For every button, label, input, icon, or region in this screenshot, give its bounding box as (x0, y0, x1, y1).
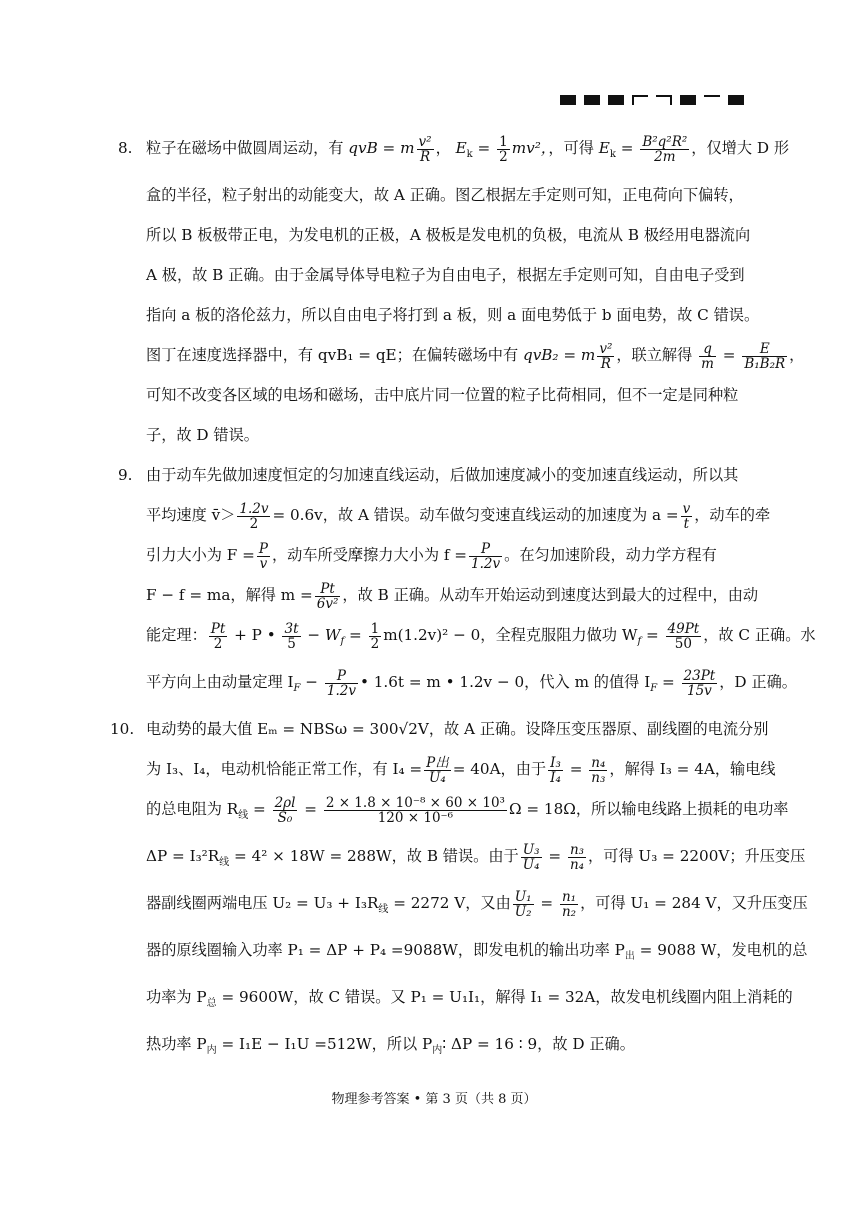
fraction (315, 582, 341, 611)
text: 图丁在速度选择器中，有 qvB₁ = qE；在偏转磁场中有 (146, 346, 523, 365)
numerator: U₃ (522, 841, 540, 858)
text: + P • (234, 626, 276, 645)
denominator: I₄ (550, 769, 561, 786)
denominator: B₁B₂R (744, 355, 786, 372)
text: ，故 C 正确。水 (703, 626, 816, 645)
fraction (497, 135, 510, 164)
answer-10-line-5: 器副线圈两端电压 $U_2 = U_3 + I_3R_线 = 2272$ V，又由 $\frac{\text{U₁}}{\text{U₂}}$ = $\frac{\text{n₁}}{\text{n₂}}$ ，可得 U₁ = 284 V，又升压变压 (146, 888, 808, 920)
answer-9-line-2 (118, 495, 771, 535)
fraction (282, 622, 300, 651)
text: ，故 B 正确。从动车开始运动到速度达到最大的过程中，由动 (342, 586, 759, 605)
answer-10-line-1 (110, 709, 769, 749)
answer-8-line-2: 盒的半径，粒子射出的动能变大，故 A 正确。图乙根据左手定则可知，正电荷向下偏转， (146, 186, 744, 205)
text: 为 I₃、I₄，电动机恰能正常工作，有 I₄ = (146, 760, 423, 779)
denominator: 120 × 10⁻⁶ (377, 809, 454, 826)
formula: qvB = m (348, 139, 415, 157)
numerator: n₄ (591, 754, 606, 771)
text: ，动车的牵 (694, 506, 771, 525)
denominator: R (419, 148, 431, 165)
denominator: 50 (674, 635, 692, 652)
answer-9 (118, 455, 816, 709)
subscript: 总 (206, 998, 217, 1010)
text: ，仅增大 D 形 (691, 139, 790, 157)
mark-corner-left (632, 95, 648, 105)
text: ，可得 U₁ = 284 V，又升压变压 (580, 894, 808, 913)
denominator: 5 (287, 635, 296, 652)
text: 引力大小为 F = (146, 546, 255, 565)
numerator: v² (418, 133, 432, 150)
text: ，可得 U₃ = 2200V；升压变压 (588, 847, 806, 866)
numerator: 2ρl (274, 794, 296, 811)
text: ，动车所受摩擦力大小为 f = (271, 546, 468, 565)
denominator: n₂ (561, 903, 577, 920)
mark-corner-right (656, 95, 672, 105)
subscript: k (466, 149, 473, 161)
fraction (257, 542, 270, 571)
fraction (742, 342, 787, 371)
text: 粒子在磁场中做圆周运动，有 (146, 139, 349, 157)
text: = (645, 626, 659, 645)
subscript: 线 (219, 857, 230, 869)
denominator: 2 (213, 635, 223, 652)
formula: E (455, 139, 467, 157)
mark-dash (704, 95, 720, 105)
subscript: 内 (432, 1045, 443, 1057)
answer-8-line-5: 指向 a 板的洛伦兹力，所以自由电子将打到 a 板，则 a 面电势低于 b 面电势，故 C 错误。 (146, 306, 760, 325)
denominator: R (600, 355, 611, 372)
denominator: 6v² (316, 595, 339, 612)
answer-8-line-7: 可知不改变各区域的电场和磁场，击中底片同一位置的粒子比荷相同，但不一定是同种粒 (146, 386, 739, 405)
text: 。在匀加速阶段，动力学方程有 (504, 546, 717, 565)
numerator: n₁ (561, 888, 577, 905)
answer-8-line-1: 8. 粒子在磁场中做圆周运动，有 qvB = m $\frac{\text{v²}}{R}$ ， $E_k$ = $\frac{1}{2}$ mv²，，可得 $E_k$ = $\frac{\text{B²q²R²}}{2m}$ ，仅增大 D 形 (118, 128, 748, 175)
answer-8 (118, 128, 805, 455)
answer-10-line-4: $\Delta P = I_3^2R_线 = 4^2 \times 18W = 288W$，故 B 错误。由于 $\frac{\text{U₃}}{\text{U₄}}$ = $\frac{\text{n₃}}{\text{n₄}}$ ，可得 U₃ = 2200V；升压变压 (146, 841, 806, 873)
mark-block (728, 95, 744, 105)
numerator: Pt (315, 582, 341, 597)
answer-9-line-5 (118, 615, 816, 662)
subscript: 出 (624, 951, 635, 963)
numerator: 1.2v (239, 500, 269, 517)
numerator: 3t (284, 620, 299, 637)
numerator: U₁ (514, 888, 532, 905)
numerator: q (699, 342, 716, 357)
subscript: k (609, 149, 616, 161)
denominator: U₄ (429, 769, 446, 786)
fraction (666, 622, 702, 651)
numerator: 23Pt (683, 667, 716, 684)
fraction (469, 542, 502, 571)
numerator: v (682, 500, 691, 517)
answer-10 (110, 709, 808, 1071)
fraction (513, 890, 534, 919)
text: m(1.2v)² − 0，全程克服阻力做功 W (383, 626, 638, 645)
denominator: 2 (370, 635, 380, 652)
fraction (209, 622, 228, 651)
answer-9-line-3 (118, 535, 748, 575)
numerator: 49Pt (667, 620, 700, 637)
answer-8-line-6: 图丁在速度选择器中，有 qvB₁ = qE；在偏转磁场中有 qvB₂ = m $\frac{\text{v²}}{R}$ ，联立解得 $\frac{q}{m}$ = $\frac{E}{\text{B₁B₂R}}$ ， (146, 340, 805, 372)
fraction (597, 342, 614, 371)
answer-10-line-3: 的总电阻为 $R_线$ = $\frac{2\rho l}{\text{S₀}}$ = $\frac{\text{2 × 1.8 × 10⁻⁸ × 60 × 10³}}{\text{120 × 10⁻⁶}}$ Ω = 18Ω，所以输电线路上损耗的电功率 (146, 794, 789, 826)
text: − W (307, 626, 341, 645)
text: F − f = ma，解得 m = (146, 586, 313, 605)
answer-content (110, 128, 816, 1071)
text: = 9600W，故 C 错误。又 P₁ = U₁I₁，解得 I₁ = 32A，故发电机线圈内阻上消耗的 (221, 988, 793, 1007)
text: 平方向上由动量定理 I (146, 673, 294, 692)
numerator: 1 (370, 620, 380, 637)
text: ∶ ΔP = 16 ∶ 9，故 D 正确。 (442, 1035, 635, 1054)
text: • 1.6t = m • 1.2v − 0，代入 m 的值得 I (359, 673, 651, 692)
numerator: v² (599, 340, 613, 357)
numerator: P (469, 542, 502, 557)
numerator: Pt (210, 620, 226, 637)
fraction (369, 622, 382, 651)
formula: mv²， (511, 139, 549, 157)
denominator: n₄ (569, 856, 585, 873)
answer-9-line-1 (118, 455, 748, 495)
numerator: P (258, 540, 268, 557)
text: ΔP = I₃²R (146, 847, 220, 866)
denominator: 1.2v (471, 555, 501, 572)
text: 电动势的最大值 Eₘ = NBSω = 300√2V，故 A 正确。设降压变压器原、副线圈的电流分别 (146, 720, 769, 739)
subscript: 线 (378, 904, 389, 916)
answer-8-line-4: A 极，故 B 正确。由于金属导体导电粒子为自由电子，根据左手定则可知，自由电子受到 (146, 266, 745, 285)
answer-8-line-3: 所以 B 板极带正电，为发电机的正极，A 极板是发电机的负极，电流从 B 极经用电器流向 (146, 226, 751, 245)
numerator: B²q²R² (642, 133, 688, 150)
fraction (560, 890, 578, 919)
denominator: 15v (686, 682, 712, 699)
mark-block (680, 95, 696, 105)
text: − (305, 673, 319, 692)
text: = 2272 V，又由 (393, 894, 511, 913)
fraction (699, 342, 716, 371)
mark-block (560, 95, 576, 105)
denominator: 2 (249, 515, 259, 532)
answer-10-line-7 (118, 977, 793, 1024)
numerator: P出 (426, 754, 449, 771)
text: 能定理： (146, 626, 207, 645)
numerator: E (742, 342, 787, 357)
text: = 0.6v，故 A 错误。动车做匀变速直线运动的加速度为 a = (272, 506, 679, 525)
fraction (273, 796, 298, 825)
text: = I₁E − I₁U =512W，所以 P (221, 1035, 433, 1054)
header-marks (560, 95, 744, 105)
answer-10-line-6 (118, 930, 808, 977)
fraction (548, 756, 563, 785)
answer-10-line-2: 为 I₃、I₄，电动机恰能正常工作，有 I₄ = $\frac{\text{P出}}{\text{U₄}}$ = 40A，由于 $\frac{\text{I₃}}{\text{I₄}}$ = $\frac{\text{n₄}}{\text{n₃}}$ ，解得 I₃ = 4A，输电线 (146, 754, 776, 786)
answer-10-line-8 (118, 1024, 748, 1071)
numerator: I₃ (550, 754, 561, 771)
subscript: F (293, 683, 301, 695)
mark-block (584, 95, 600, 105)
denominator: 2 (499, 148, 508, 165)
text: ，D 正确。 (719, 673, 797, 692)
fraction (424, 756, 451, 785)
fraction (640, 135, 689, 164)
text: ，联立解得 (616, 346, 698, 365)
text: 器的原线圈输入功率 P₁ = ΔP + P₄ =9088W，即发电机的输出功率 P (146, 941, 625, 960)
answer-9-line-6: 平方向上由动量定理 $I_F$ − $\frac{P}{1.2v}$ • 1.6t = m • 1.2v − 0，代入 m 的值得 $I_F$ = $\frac{23Pt}{15v}$ ，D 正确。 (146, 667, 797, 699)
text: = (349, 626, 362, 645)
page-footer: 物理参考答案 • 第 3 页（共 8 页） (331, 1092, 537, 1107)
answer-9-line-4 (118, 575, 759, 615)
question-number: 10. (110, 720, 135, 739)
text: ，解得 I₃ = 4A，输电线 (609, 760, 776, 779)
fraction (681, 502, 693, 531)
fraction (417, 135, 434, 164)
denominator: 1.2v (326, 682, 356, 699)
text: = 40A，由于 (452, 760, 547, 779)
subscript: f (637, 636, 642, 648)
text: ，可得 (548, 139, 599, 157)
fraction (682, 669, 718, 698)
subscript: f (340, 636, 345, 648)
denominator: 2m (654, 148, 676, 165)
answer-8-line-8: 子，故 D 错误。 (146, 426, 259, 445)
text: = 4² × 18W = 288W，故 B 错误。由于 (234, 847, 519, 866)
text: 的总电阻为 R (146, 800, 239, 819)
text: 功率为 P (146, 988, 207, 1007)
fraction (568, 843, 586, 872)
text: 由于动车先做加速度恒定的匀加速直线运动，后做加速度减小的变加速直线运动，所以其 (146, 466, 739, 485)
denominator: n₃ (591, 769, 606, 786)
question-number: 9. (118, 466, 133, 485)
mark-block (608, 95, 624, 105)
text: 平均速度 v̄＞ (146, 506, 236, 525)
subscript: 内 (206, 1045, 217, 1057)
formula: E (598, 139, 610, 157)
text: = 9088 W，发电机的总 (639, 941, 808, 960)
denominator: S₀ (277, 809, 293, 826)
question-number: 8. (118, 139, 133, 157)
text: 热功率 P (146, 1035, 207, 1054)
numerator: 1 (499, 133, 508, 150)
denominator: v (259, 555, 268, 572)
fraction (521, 843, 542, 872)
numerator: 2 × 1.8 × 10⁻⁸ × 60 × 10³ (325, 794, 505, 811)
fraction (237, 502, 270, 531)
denominator: U₄ (522, 856, 540, 873)
fraction (324, 796, 507, 825)
text: 器副线圈两端电压 U₂ = U₃ + I₃R (146, 894, 379, 913)
denominator: U₂ (514, 903, 532, 920)
fraction (589, 756, 607, 785)
text: Ω = 18Ω，所以输电线路上损耗的电功率 (508, 800, 789, 819)
numerator: P (325, 669, 358, 684)
subscript: 线 (238, 810, 249, 822)
numerator: n₃ (569, 841, 585, 858)
fraction (325, 669, 358, 698)
subscript: F (650, 683, 658, 695)
denominator: t (683, 515, 690, 532)
denominator: m (701, 355, 714, 372)
formula: qvB₂ = m (522, 346, 596, 365)
